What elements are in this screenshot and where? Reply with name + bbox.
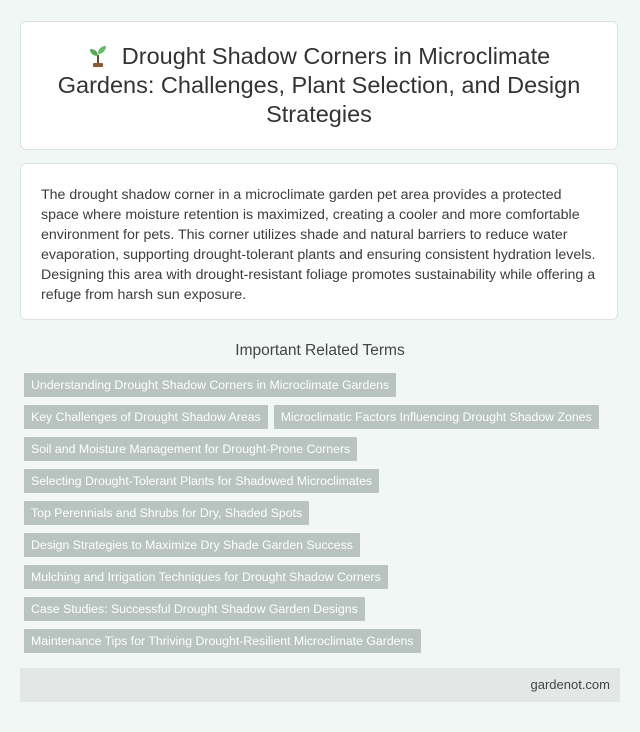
related-term-tag[interactable]: Mulching and Irrigation Techniques for Drought Shadow Corners	[24, 565, 388, 589]
related-term-tag[interactable]: Microclimatic Factors Influencing Drought Shadow Zones	[274, 405, 599, 429]
related-terms-list	[24, 373, 624, 661]
page-title-text: Drought Shadow Corners in Microclimate Gardens: Challenges, Plant Selection, and Design Strategies	[57, 43, 581, 127]
related-term-tag[interactable]: Top Perennials and Shrubs for Dry, Shaded Spots	[24, 501, 309, 525]
footer	[20, 668, 620, 702]
related-term-tag[interactable]: Understanding Drought Shadow Corners in Microclimate Gardens	[24, 373, 396, 397]
related-term-tag[interactable]: Design Strategies to Maximize Dry Shade Garden Success	[24, 533, 360, 557]
page-title	[41, 42, 597, 129]
related-term-tag[interactable]: Soil and Moisture Management for Drought-Prone Corners	[24, 437, 357, 461]
footer-site-link[interactable]: gardenot.com	[530, 677, 610, 692]
related-terms-heading: Important Related Terms	[235, 342, 405, 359]
related-term-tag[interactable]: Selecting Drought-Tolerant Plants for Shadowed Microclimates	[24, 469, 379, 493]
seedling-icon	[88, 45, 108, 67]
related-term-tag[interactable]: Case Studies: Successful Drought Shadow Garden Designs	[24, 597, 365, 621]
related-term-tag[interactable]: Maintenance Tips for Thriving Drought-Resilient Microclimate Gardens	[24, 629, 421, 653]
related-term-tag[interactable]: Key Challenges of Drought Shadow Areas	[24, 405, 268, 429]
description-text: The drought shadow corner in a microclimate garden pet area provides a protected space where moisture retention is maximized, creating a cooler and more comfortable environment for pets. This corner utilizes shade and natural barriers to reduce water evaporation, supporting drought-tolerant plants and ensuring consistent hydration levels. Designing this area with drought-resistant foliage promotes sustainability while offering a refuge from harsh sun exposure.	[41, 187, 596, 303]
title-card	[20, 21, 618, 150]
description-card	[20, 163, 618, 320]
